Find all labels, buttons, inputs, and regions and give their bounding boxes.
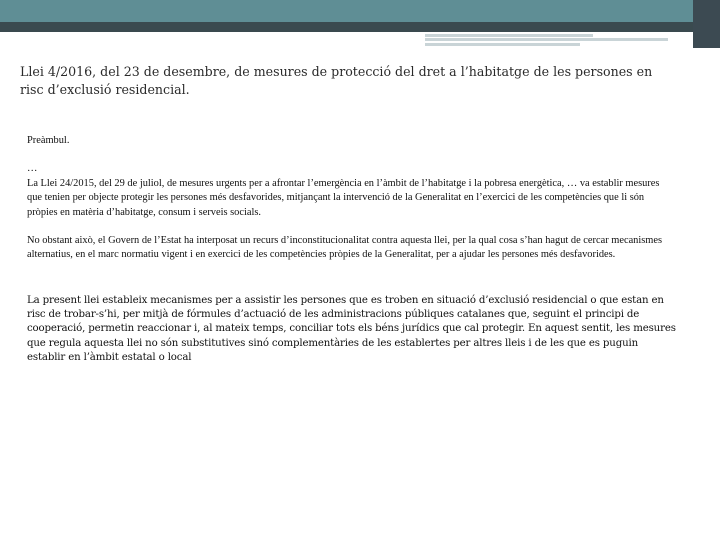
paragraph-1: La Llei 24/2015, del 29 de juliol, de mesures urgents per a afrontar l’emergència en l’àmbit de l’habitatge i la pobresa energètica, … va establir mesures que tenien per objecte protegir les persones més desfavorides, mitjançant la intervenció de la Generalitat en l’exercici de les competències que li són pròpies en matèria d’habitatge, consum i serveis socials. bbox=[27, 177, 660, 218]
preamble-heading: Preàmbul. bbox=[27, 135, 70, 146]
paragraph-2: No obstant això, el Govern de l’Estat ha interposat un recurs d’inconstitucionalitat contra aquesta llei, per la qual cosa s’han hagut de cercar mecanismes alternatius, en el marc normatiu vigent i en exercici de les competències pròpies de la Generalitat, per a ajudar les persones més desfavorides. bbox=[27, 235, 663, 261]
document-body bbox=[27, 134, 667, 263]
ellipsis: … bbox=[27, 163, 38, 175]
paragraph-3: La present llei estableix mecanismes per a assistir les persones que es troben en situació d’exclusió residencial o que estan en risc de trobar-s’hi, per mitjà de fórmules d’actuació de les administracions públiques catalanes que, seguint el principi de cooperació, permetin reaccionar i, al mateix temps, conciliar tots els béns jurídics que cal protegir. En aquest sentit, les mesures que regula aquesta llei no són substitutives sinó complementàries de les establertes per altres lleis i de les que es puguin establir en l’àmbit estatal o local bbox=[27, 295, 676, 363]
header-accent-line bbox=[425, 34, 593, 37]
header-accent-line bbox=[425, 43, 580, 46]
header-corner-block bbox=[693, 0, 720, 48]
header-band-dark bbox=[0, 22, 720, 32]
header-accent-line bbox=[425, 38, 668, 41]
document-title: Llei 4/2016, del 23 de desembre, de mesures de protecció del dret a l’habitatge de les persones en risc d’exclusió residencial. bbox=[20, 64, 653, 97]
header-band-teal bbox=[0, 0, 720, 22]
